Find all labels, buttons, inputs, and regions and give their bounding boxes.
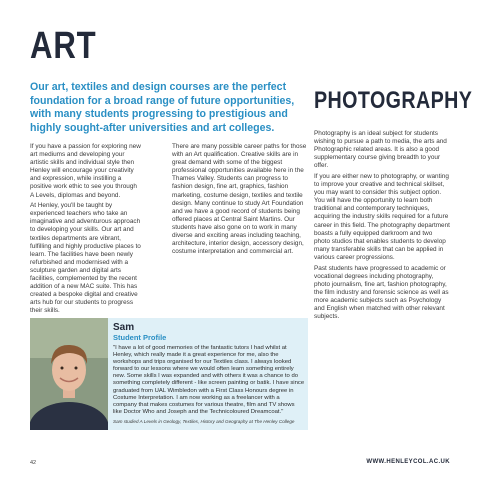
paragraph: If you are either new to photography, or wanting to improve your creative and technical skillset, you may want to consider this subject option. You will have the opportunity to learn both traditional and contemporary techniques, acquiring the industry skills required for a future career in this field. The photography department boasts a fully equipped darkroom and two photo studios that enables students to develop many transferable skills that can be applied in various career progressions. bbox=[314, 172, 450, 261]
student-quote: "I have a lot of good memories of the fantastic tutors I had whilst at Henley, which really made it a great experience for me, also the workshops and trips organised for our Textiles class. I always looked forward to our lessons where we would often learn something entirely new. Some skills I was expanded and with others it was a chance to do something completely different - like screen painting or batik. I have since graduated from UAL Wimbledon with a First Class Honours degree in Costume Interpretation. I am now working as a freelancer with a company that makes costumes for various theatre, film and TV shows like Doctor Who and Joseph and the Technicoloured Dreamcoat." bbox=[113, 345, 305, 415]
intro-text: Our art, textiles and design courses are the perfect foundation for a broad range of future opportunities, with many students progressing to prestigious and highly sought-after universities and art colleges. bbox=[30, 81, 295, 134]
paragraph: At Henley, you'll be taught by experienced teachers who take an imaginative and adventurous approach to developing your skills. Our art and textiles departments are vibrant, fulfilling and highly productive places to learn. The facilities have been newly refurbished and modernised with a sculpture garden and digital arts facilities, complemented by the recent addition of a new MAC suite. This has created a bespoke digital and creative arts hub for our students to progress their skills. bbox=[30, 202, 141, 315]
student-profile-label: Student Profile bbox=[113, 333, 167, 342]
art-column-1 bbox=[30, 143, 142, 318]
student-caption: Sam studied A Levels in Geology, Textiles, History and Geography at The Henley College bbox=[113, 419, 295, 424]
page-number: 42 bbox=[30, 460, 37, 466]
paragraph: Past students have progressed to academic or vocational degrees including photography, photo journalism, fine art, fashion photography, the film industry and forensic science as well as more academic subjects such as Psychology and English when matched with other relevant subjects. bbox=[314, 264, 449, 321]
paragraph: Photography is an ideal subject for students wishing to pursue a path to media, the arts and Photographic related areas. It is also a good supplementary course giving breadth to your offer. bbox=[314, 130, 447, 170]
art-column-2 bbox=[172, 143, 307, 259]
page-title: ART bbox=[30, 25, 97, 67]
paragraph: If you have a passion for exploring new art mediums and developing your artistic skills and individual style then Henley will encourage your creativity and expression, while instilling a positive work ethic to see you through A Levels, diplomas and beyond. bbox=[30, 143, 141, 199]
student-photo bbox=[30, 318, 108, 430]
photography-column bbox=[314, 130, 450, 324]
website-url: WWW.HENLEYCOL.AC.UK bbox=[366, 459, 450, 465]
photography-title: PHOTOGRAPHY bbox=[314, 87, 473, 114]
paragraph: There are many possible career paths for those with an Art qualification. Creative skills are in great demand with some of the biggest professional opportunities available here in the Thames Valley. Students can progress to fashion design, fine art, graphics, fashion marketing, costume design, textiles and textile design. Many continue to study Art Foundation and we have a good record of students being offered places at Central Saint Martins. Our students have also gone on to work in many diverse and exciting areas including teaching, architecture, interior design, accessory design, costume interpretation and commercial art. bbox=[172, 143, 307, 256]
student-name: Sam bbox=[113, 322, 135, 333]
student-portrait-image bbox=[30, 318, 108, 430]
